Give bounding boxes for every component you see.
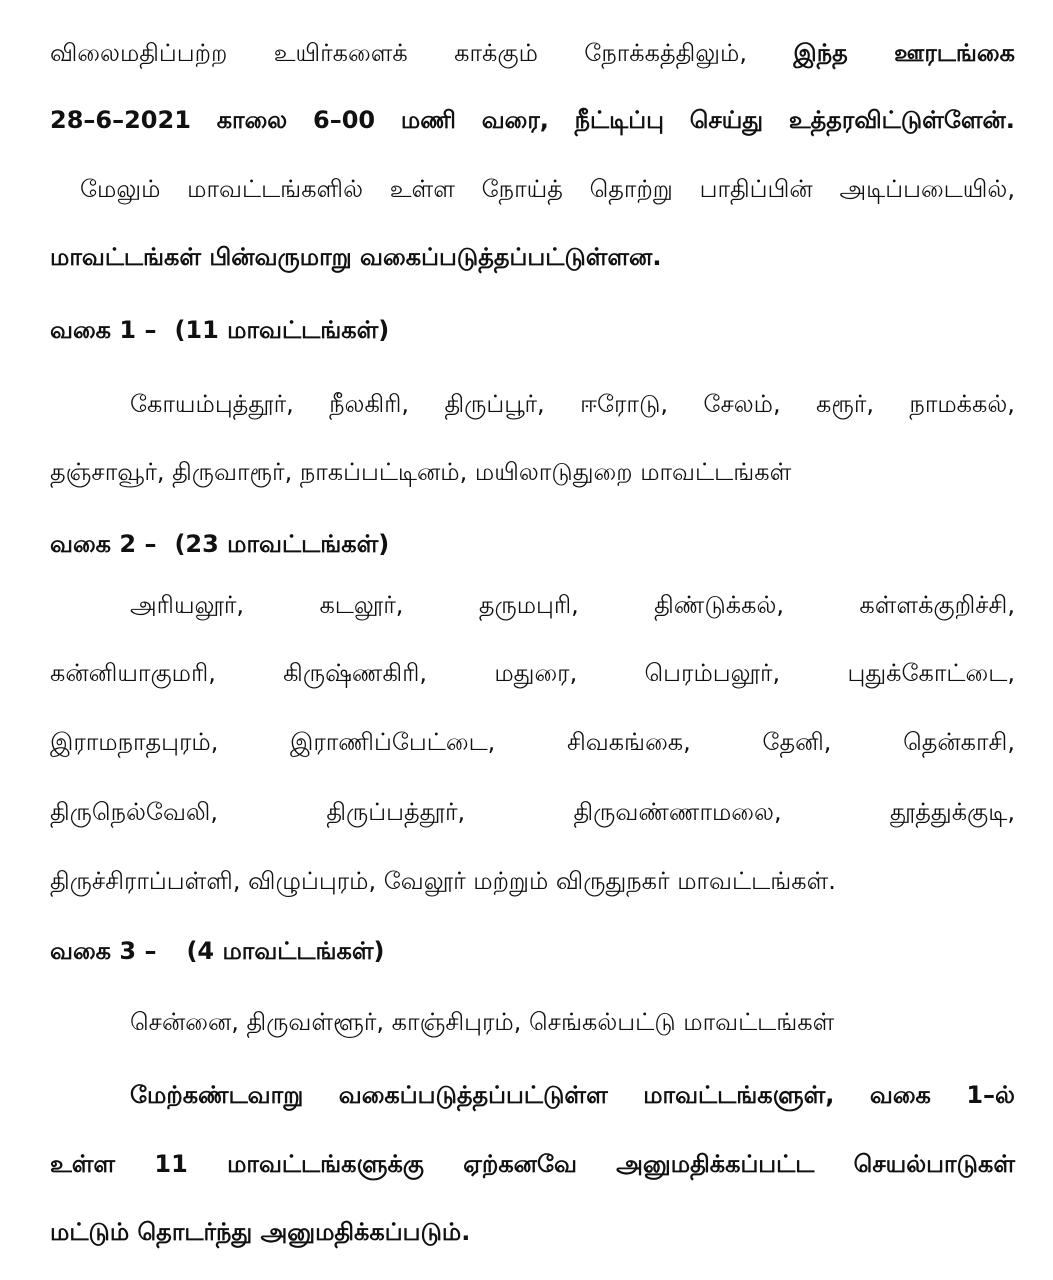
word: மணி bbox=[400, 106, 456, 134]
word: நோய்த் bbox=[481, 175, 563, 203]
district: தேனி, bbox=[762, 728, 832, 756]
category-3-heading bbox=[50, 934, 1015, 968]
category-count: (23 மாவட்டங்கள்) bbox=[174, 530, 390, 558]
district: திருநெல்வேலி, bbox=[50, 798, 218, 826]
district: அரியலூர், bbox=[130, 591, 245, 619]
category-count: (11 மாவட்டங்கள்) bbox=[174, 316, 390, 344]
district: தென்காசி, bbox=[903, 728, 1015, 756]
word: உத்தரவிட்டுள்ளேன். bbox=[788, 106, 1015, 134]
category-2-line1 bbox=[130, 588, 1015, 622]
word: செயல்பாடுகள் bbox=[853, 1150, 1015, 1178]
district: தூத்துக்குடி, bbox=[889, 798, 1015, 826]
district: திண்டுக்கல், bbox=[654, 591, 785, 619]
district: கோயம்புத்தூர், bbox=[130, 390, 294, 418]
word: உள்ள bbox=[50, 1150, 116, 1178]
category-label: வகை 3 – bbox=[50, 937, 157, 965]
word: ஊரடங்கை bbox=[894, 39, 1015, 67]
word: செய்து bbox=[689, 106, 764, 134]
word: நோக்கத்திலும், bbox=[584, 39, 747, 67]
word: மேற்கண்டவாறு bbox=[130, 1081, 304, 1109]
word: 6–00 bbox=[313, 106, 376, 134]
word: வகைப்படுத்தப்பட்டுள்ள bbox=[338, 1081, 608, 1109]
word: உள்ள bbox=[389, 175, 455, 203]
p2-line1 bbox=[80, 172, 1015, 206]
district: நாமக்கல், bbox=[909, 390, 1015, 418]
district: சிவகங்கை, bbox=[566, 728, 691, 756]
district: திருவண்ணாமலை, bbox=[573, 798, 782, 826]
category-1-heading bbox=[50, 313, 1015, 347]
word: பாதிப்பின் bbox=[699, 175, 813, 203]
word: உயிர்களைக் bbox=[273, 39, 408, 67]
word: தொற்று bbox=[589, 175, 673, 203]
category-2-line3 bbox=[50, 725, 1015, 759]
category-1-line1 bbox=[130, 387, 1015, 421]
p3-line1 bbox=[130, 1078, 1015, 1112]
word: காக்கும் bbox=[454, 39, 538, 67]
category-3-line1: சென்னை, திருவள்ளூர், காஞ்சிபுரம், செங்கல்பட்டு மாவட்டங்கள் bbox=[130, 1008, 835, 1036]
word: ஏற்கனவே bbox=[463, 1150, 577, 1178]
category-2-line2 bbox=[50, 656, 1015, 690]
word: நீட்டிப்பு bbox=[574, 106, 664, 134]
district: கிருஷ்ணகிரி, bbox=[283, 659, 428, 687]
word: அடிப்படையில், bbox=[839, 175, 1015, 203]
district: கடலூர், bbox=[319, 591, 404, 619]
word: மாவட்டங்களில் bbox=[187, 175, 364, 203]
p3-line2 bbox=[50, 1147, 1015, 1181]
district: தருமபுரி, bbox=[478, 591, 579, 619]
district: பெரம்பலூர், bbox=[644, 659, 781, 687]
word: மாவட்டங்களுள், bbox=[643, 1081, 835, 1109]
category-2-heading bbox=[50, 527, 1015, 561]
category-2-line4 bbox=[50, 795, 1015, 829]
category-label: வகை 2 – bbox=[50, 530, 157, 558]
district: கள்ளக்குறிச்சி, bbox=[859, 591, 1015, 619]
word: வகை bbox=[869, 1081, 931, 1109]
district: திருப்பத்தூர், bbox=[326, 798, 466, 826]
district: புதுக்கோட்டை, bbox=[847, 659, 1015, 687]
word: அனுமதிக்கப்பட்ட bbox=[616, 1150, 815, 1178]
word: காலை bbox=[216, 106, 288, 134]
district: சேலம், bbox=[703, 390, 781, 418]
district: இராமநாதபுரம், bbox=[50, 728, 219, 756]
district: கன்னியாகுமரி, bbox=[50, 659, 216, 687]
p3-line3: மட்டும் தொடர்ந்து அனுமதிக்கப்படும். bbox=[50, 1218, 471, 1246]
district: கரூர், bbox=[816, 390, 875, 418]
category-2-line5: திருச்சிராப்பள்ளி, விழுப்புரம், வேலூர் மற்றும் விருதுநகர் மாவட்டங்கள். bbox=[50, 867, 836, 895]
category-1-line2: தஞ்சாவூர், திருவாரூர், நாகப்பட்டினம், மயிலாடுதுறை மாவட்டங்கள் bbox=[50, 458, 792, 486]
word: 11 bbox=[154, 1150, 188, 1178]
word: மேலும் bbox=[80, 175, 161, 203]
district: இராணிப்பேட்டை, bbox=[290, 728, 496, 756]
p2-line2: மாவட்டங்கள் பின்வருமாறு வகைப்படுத்தப்பட்டுள்ளன. bbox=[50, 243, 662, 271]
district: திருப்பூர், bbox=[444, 390, 545, 418]
word: மாவட்டங்களுக்கு bbox=[227, 1150, 424, 1178]
word: 1–ல் bbox=[966, 1081, 1015, 1109]
district: நீலகிரி, bbox=[329, 390, 410, 418]
p1-line2 bbox=[50, 103, 1015, 137]
district: மதுரை, bbox=[494, 659, 578, 687]
category-count: (4 மாவட்டங்கள்) bbox=[186, 937, 385, 965]
word: இந்த bbox=[793, 39, 848, 67]
p1-line1 bbox=[50, 36, 1015, 70]
word: வரை, bbox=[481, 106, 549, 134]
category-label: வகை 1 – bbox=[50, 316, 157, 344]
word: விலைமதிப்பற்ற bbox=[50, 39, 228, 67]
district: ஈரோடு, bbox=[580, 390, 669, 418]
word: 28–6–2021 bbox=[50, 106, 191, 134]
